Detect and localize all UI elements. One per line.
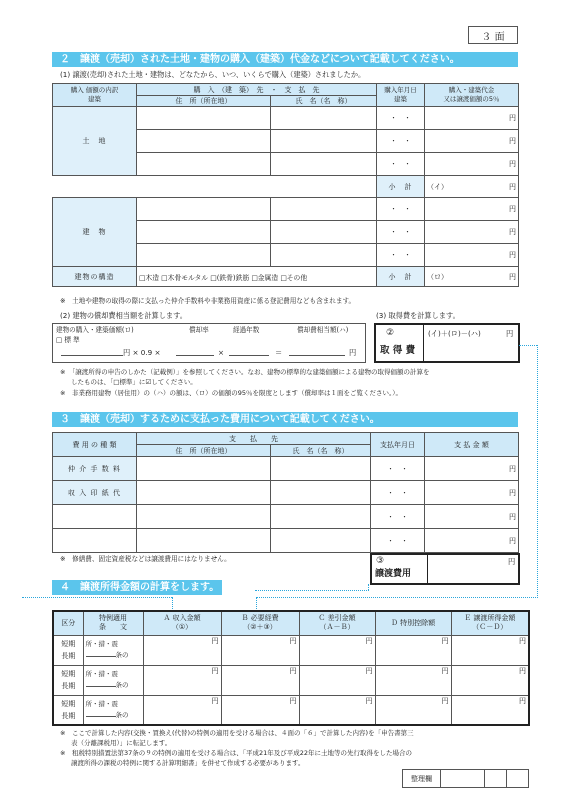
row-c[interactable]: 円 [299,665,375,695]
exp-amount-4[interactable]: 円 [425,529,519,553]
row-tokurei[interactable]: 所・措・震 条の [83,665,143,695]
building-name-1[interactable] [271,198,377,221]
note-special-1: ※ 租税特別措置法第37条の９の特例の適用を受ける場合は、「平成21年及び平成22年に土地等の先行取得をした場合の [60,749,413,757]
exp-row-label: 仲 介 手 数 料 [53,457,137,481]
structure-label: 建物の構造 [53,267,137,287]
row-a[interactable]: 円 [143,665,221,695]
row-d[interactable]: 円 [375,695,451,725]
land-address-3[interactable] [137,153,271,176]
acq-yen: 円 [506,329,514,338]
row-e[interactable]: 円 [451,635,529,665]
calc-yen: 円 [349,348,357,357]
building-amount-3[interactable]: 円 [425,244,519,267]
exp-amount-3[interactable]: 円 [425,505,519,529]
question-3: (3) 取得費を計算します。 [376,311,460,320]
exp-name-3[interactable] [271,505,371,529]
calc-label-price: 建物の購入・建築価額(ロ) [56,326,134,334]
building-amount-1[interactable]: 円 [425,198,519,221]
header-name: 氏 名（名 称） [271,96,377,107]
building-date-1[interactable]: ・ ・ [377,198,425,221]
exp-header-address: 住 所（所在地） [137,445,271,457]
building-name-2[interactable] [271,221,377,244]
land-amount-3[interactable]: 円 [425,153,519,176]
exp-header-amount: 支 払 金 額 [425,433,519,457]
exp-row-label: 収 入 印 紙 代 [53,481,137,505]
exp-amount-2[interactable]: 円 [425,481,519,505]
cost-value-input[interactable] [430,557,516,581]
row-kubun[interactable]: 短期 長期 [53,665,83,695]
calc-depreciation-input[interactable] [289,355,345,356]
expense-table [52,432,519,553]
cost-yen: 円 [508,557,516,566]
exp-address-2[interactable] [137,481,271,505]
building-amount-2[interactable]: 円 [425,221,519,244]
exp-date-2[interactable]: ・ ・ [371,481,425,505]
land-address-1[interactable] [137,107,271,130]
exp-date-4[interactable]: ・ ・ [371,529,425,553]
row-tokurei[interactable]: 所・措・震 条の [83,635,143,665]
land-date-3[interactable]: ・ ・ [377,153,425,176]
building-date-2[interactable]: ・ ・ [377,221,425,244]
note-non-business: ※ 非業務用建物（居住用）の（ハ）の額は、（ロ）の価額の95％を限度とします（償却率は１面をご覧ください。）。 [60,389,402,397]
exp-header-name: 氏 名（名 称） [271,445,371,457]
header-type: 購入 価額の内訳 建築 [53,84,137,107]
exp-amount-1[interactable]: 円 [425,457,519,481]
question-1: (1) 譲渡(売却)された土地・建物は、どなたから、いつ、いくらで購入（建築）されましたか。 [60,70,366,79]
row-kubun[interactable]: 短期 長期 [53,635,83,665]
office-use-label: 整理欄 [403,770,441,788]
exp-name-4[interactable] [271,529,371,553]
building-address-2[interactable] [137,221,271,244]
building-subtotal-value[interactable]: （ロ） 円 [425,267,519,287]
building-date-3[interactable]: ・ ・ [377,244,425,267]
row-e[interactable]: 円 [451,695,529,725]
land-name-1[interactable] [271,107,377,130]
office-use-field-3[interactable] [507,770,529,788]
note-standard-2: したものは、「□標準」に☑してください。 [71,378,197,386]
income-calc-table [52,610,530,726]
row-building-label: 建 物 [53,198,137,267]
note-repairs: ※ 修繕費、固定資産税などは譲渡費用にはなりません。 [60,555,231,563]
header-address: 住 所（所在地） [137,96,271,107]
building-address-3[interactable] [137,244,271,267]
row-b[interactable]: 円 [221,695,299,725]
office-use-field-2[interactable] [485,770,507,788]
row-b[interactable]: 円 [221,635,299,665]
cost-number: ③ [376,556,385,566]
row-d[interactable]: 円 [375,665,451,695]
row-e[interactable]: 円 [451,665,529,695]
calc-header-a: Ａ 収入金額 （①） [143,611,221,635]
land-name-3[interactable] [271,153,377,176]
exp-date-3[interactable]: ・ ・ [371,505,425,529]
row-a[interactable]: 円 [143,635,221,665]
acq-number: ② [386,328,395,338]
calc-price-input[interactable] [61,355,123,356]
header-date: 購入年月日 建築 [377,84,425,107]
acq-formula: (イ)＋(ロ)－(ハ) [428,329,481,338]
acq-value-input[interactable] [426,339,518,361]
calc-header-tokurei: 特例適用 条 文 [83,611,143,635]
header-seller: 購 入 （建 築） 先 ・ 支 払 先 [137,84,377,96]
land-subtotal-label: 小 計 [377,176,425,198]
land-date-1[interactable]: ・ ・ [377,107,425,130]
acquisition-cost-box [374,323,520,363]
exp-header-payee: 支 払 先 [137,433,371,445]
calc-label-depreciation: 償却費相当額(ハ) [297,326,349,334]
calc-years-input[interactable] [229,355,269,356]
row-c[interactable]: 円 [299,635,375,665]
row-b[interactable]: 円 [221,665,299,695]
row-tokurei[interactable]: 所・措・震 条の [83,695,143,725]
row-d[interactable]: 円 [375,635,451,665]
section-2-title: ２ 譲渡（売却）された土地・建物の購入（建築）代金などについて記載してください。 [52,52,518,67]
exp-name-2[interactable] [271,481,371,505]
building-address-1[interactable] [137,198,271,221]
note-transfer-1: ※ ここで計算した内容(交換・買換え(代替)の特例の適用を受ける場合は、４面の「６」で計算した内容)を「申告書第三 [60,729,414,737]
row-land-label: 土 地 [53,107,137,176]
row-kubun[interactable]: 短期 長期 [53,695,83,725]
exp-header-type: 費 用 の 種 類 [53,433,137,457]
exp-address-1[interactable] [137,457,271,481]
exp-address-4[interactable] [137,529,271,553]
cost-label: 譲渡費用 [375,569,412,579]
calc-rate-input[interactable] [176,355,214,356]
land-date-2[interactable]: ・ ・ [377,130,425,153]
calc-times: × [218,348,225,357]
calc-header-c: Ｃ 差引金額 （Ａ－Ｂ） [299,611,375,635]
note-standard-1: ※ 「譲渡所得の申告のしかた（記載例）」を参照してください。なお、建物の標準的な建築価額による建物の取得価額の計算を [60,368,430,376]
page-number: ３ 面 [468,26,518,44]
section-4-title: ４ 譲渡所得金額の計算をします。 [52,580,222,595]
structure-options[interactable]: □木造 □木骨モルタル □(鉄骨)鉄筋 □金属造 □その他 [137,267,377,287]
land-subtotal-value[interactable]: （イ） 円 [425,176,519,198]
calc-equals: ＝ [275,348,283,357]
standard-checkbox[interactable]: □ 標 準 [56,336,80,344]
calc-header-e: Ｅ 譲渡所得金額 （Ｃ－Ｄ） [451,611,529,635]
row-a[interactable]: 円 [143,695,221,725]
land-name-2[interactable] [271,130,377,153]
header-amount: 購入・建築代金 又は譲渡価額の5％ [425,84,519,107]
depreciation-calc-box [52,323,366,363]
land-amount-2[interactable]: 円 [425,130,519,153]
exp-name-1[interactable] [271,457,371,481]
exp-type-4[interactable] [53,529,137,553]
land-address-2[interactable] [137,130,271,153]
exp-address-3[interactable] [137,505,271,529]
section-3-title: ３ 譲渡（売却）するために支払った費用について記載してください。 [52,412,518,427]
note-transfer-2: 表（分離課税用）」に転記します。 [71,739,172,747]
calc-header-d: Ｄ 特別控除額 [375,611,451,635]
office-use-box [402,769,529,788]
exp-date-1[interactable]: ・ ・ [371,457,425,481]
calc-label-rate: 償却率 [189,326,209,334]
acq-label: 取 得 費 [380,345,416,356]
exp-header-date: 支払年月日 [371,433,425,457]
note-fees: ※ 土地や建物の取得の際に支払った仲介手数料や非業務用資産に係る登記費用なども含まれます。 [60,297,356,305]
note-special-2: 譲渡所得の課税の特例に関する計算明細書」を併せて作成する必要があります。 [71,759,305,767]
exp-type-3[interactable] [53,505,137,529]
transfer-cost-box [370,553,520,585]
calc-label-years: 経過年数 [233,326,260,334]
land-amount-1[interactable]: 円 [425,107,519,130]
question-2: (2) 建物の償却費相当額を計算します。 [60,311,187,320]
office-use-field-1[interactable] [441,770,485,788]
building-name-3[interactable] [271,244,377,267]
calc-header-b: Ｂ 必要経費 （②＋③） [221,611,299,635]
building-subtotal-label: 小 計 [377,267,425,287]
calc-rate-text: 円 × 0.9 × [123,348,161,357]
purchase-table [52,83,519,287]
row-c[interactable]: 円 [299,695,375,725]
calc-header-kubun: 区分 [53,611,83,635]
